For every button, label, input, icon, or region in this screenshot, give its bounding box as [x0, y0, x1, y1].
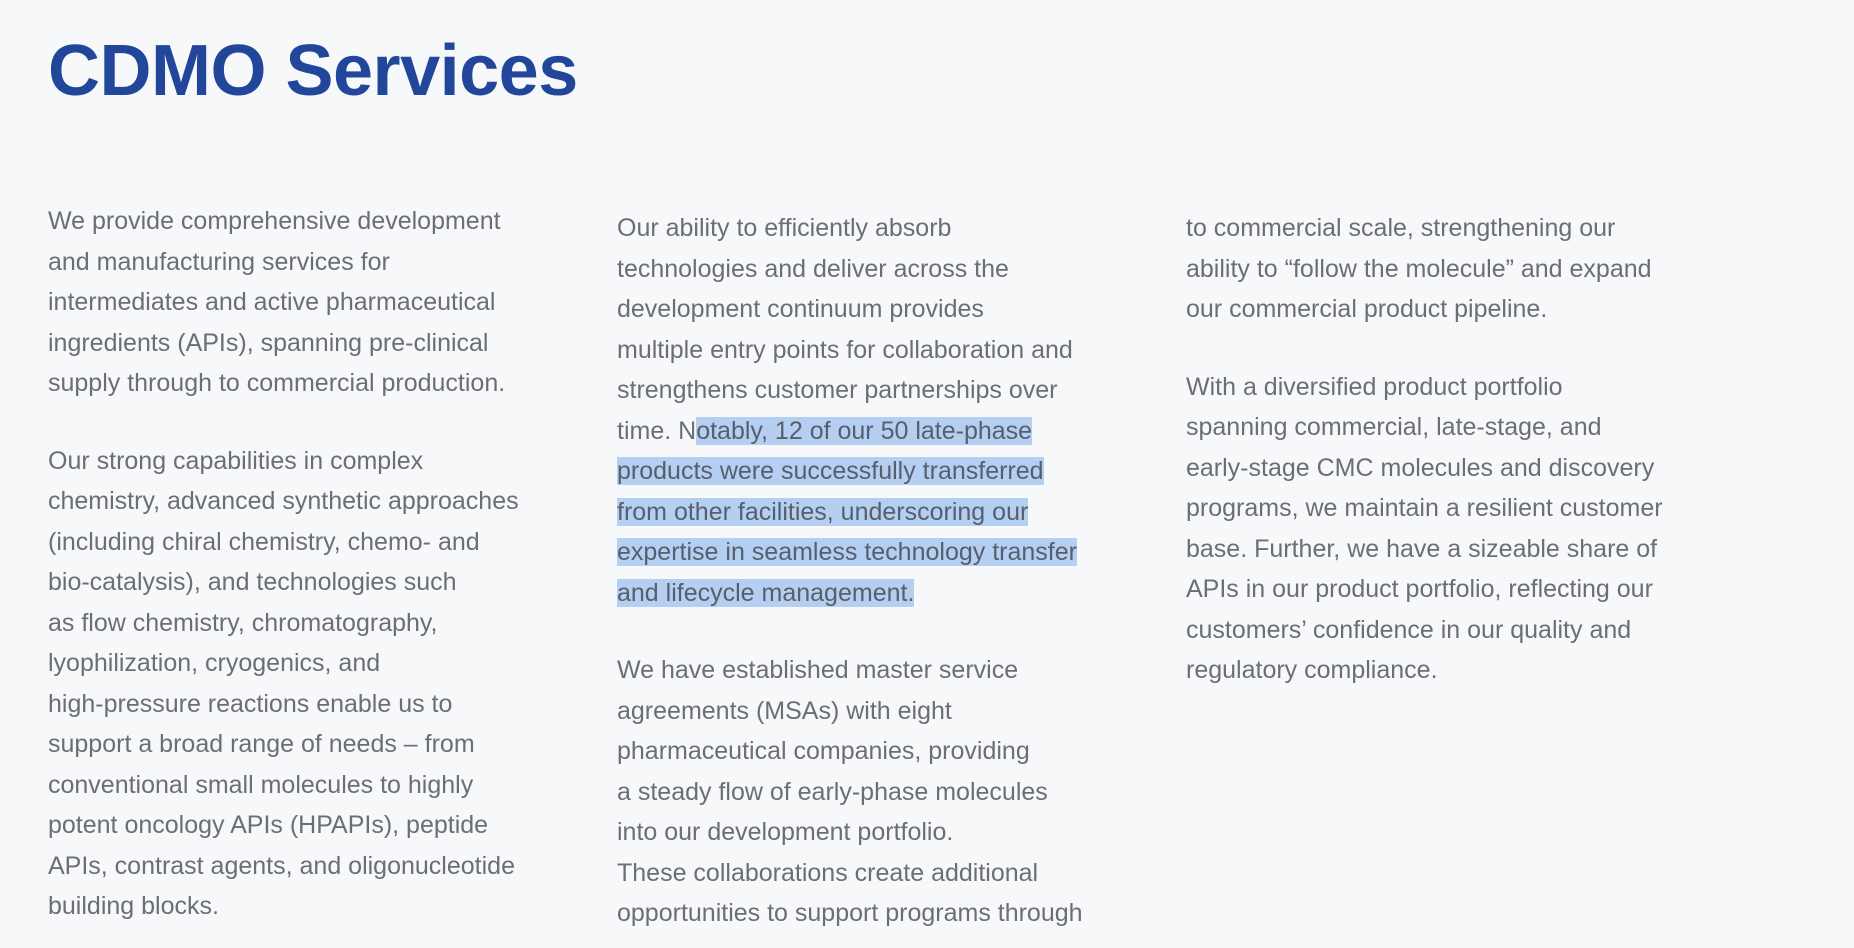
- text-line-partial-selection[interactable]: [617, 411, 1177, 452]
- text-line: early-stage CMC molecules and discovery: [1186, 453, 1655, 482]
- selected-text[interactable]: and lifecycle management.: [617, 578, 915, 607]
- text-line: base. Further, we have a sizeable share of: [1186, 534, 1658, 563]
- text-line: bio-catalysis), and technologies such: [48, 568, 457, 596]
- paragraph-technology-transfer: [617, 208, 1177, 613]
- text-line: strengthens customer partnerships over: [617, 376, 1058, 404]
- text-line: We provide comprehensive development: [48, 207, 501, 235]
- selected-text-line[interactable]: [617, 492, 1177, 533]
- text-line: APIs, contrast agents, and oligonucleotide: [48, 851, 515, 880]
- text-line: opportunities to support programs through: [617, 899, 1083, 927]
- selected-text-line[interactable]: [617, 573, 1177, 614]
- paragraph-services-overview: [48, 201, 608, 404]
- page-title: CDMO Services: [48, 31, 578, 111]
- selected-text[interactable]: from other facilities, underscoring our: [617, 497, 1029, 526]
- selected-text[interactable]: otably, 12 of our 50 late-phase: [696, 416, 1033, 445]
- text-line: spanning commercial, late-stage, and: [1186, 413, 1602, 441]
- text-line: a steady flow of early-phase molecules: [617, 777, 1048, 806]
- text-line: high-pressure reactions enable us to: [48, 689, 453, 718]
- text-line: potent oncology APIs (HPAPIs), peptide: [48, 811, 489, 839]
- text-line: lyophilization, cryogenics, and: [48, 649, 381, 677]
- text-line: as flow chemistry, chromatography,: [48, 608, 438, 637]
- text-line: building blocks.: [48, 892, 219, 920]
- text-line: APIs in our product portfolio, reflecting our: [1186, 575, 1653, 603]
- text-column-right: [1186, 208, 1746, 691]
- selected-text[interactable]: products were successfully transferred: [617, 457, 1044, 485]
- paragraph-msas: [617, 650, 1177, 934]
- text-line: programs, we maintain a resilient customer: [1186, 494, 1663, 522]
- text-line: (including chiral chemistry, chemo- and: [48, 527, 480, 556]
- text-line: and manufacturing services for: [48, 247, 390, 276]
- paragraph-commercial-scale: [1186, 208, 1746, 330]
- text-line-plain: time. N: [617, 416, 697, 445]
- selected-text-line[interactable]: [617, 451, 1177, 492]
- paragraph-portfolio: [1186, 367, 1746, 691]
- text-line: ability to “follow the molecule” and expand: [1186, 254, 1652, 283]
- text-line: to commercial scale, strengthening our: [1186, 214, 1616, 242]
- text-line: Our strong capabilities in complex: [48, 446, 424, 475]
- text-line: multiple entry points for collaboration and: [617, 335, 1073, 364]
- text-line: regulatory compliance.: [1186, 656, 1438, 684]
- text-line: agreements (MSAs) with eight: [617, 696, 952, 725]
- text-line: supply through to commercial production.: [48, 369, 506, 397]
- text-line: With a diversified product portfolio: [1186, 372, 1563, 401]
- text-line: pharmaceutical companies, providing: [617, 737, 1030, 765]
- text-line: into our development portfolio.: [617, 818, 954, 846]
- text-line: support a broad range of needs – from: [48, 730, 475, 758]
- text-line: technologies and deliver across the: [617, 254, 1009, 283]
- text-line: intermediates and active pharmaceutical: [48, 288, 496, 316]
- selected-text-line[interactable]: [617, 532, 1177, 573]
- text-column-left: [48, 201, 608, 927]
- text-line: Our ability to efficiently absorb: [617, 214, 952, 242]
- text-line: ingredients (APIs), spanning pre-clinical: [48, 328, 489, 357]
- text-line: We have established master service: [617, 656, 1019, 684]
- text-line: These collaborations create additional: [617, 858, 1039, 887]
- text-line: customers’ confidence in our quality and: [1186, 615, 1632, 644]
- text-column-middle: [617, 208, 1177, 934]
- selected-text[interactable]: expertise in seamless technology transfer: [617, 538, 1077, 566]
- text-line: chemistry, advanced synthetic approaches: [48, 487, 519, 515]
- text-line: conventional small molecules to highly: [48, 770, 474, 799]
- text-line: development continuum provides: [617, 295, 984, 323]
- text-line: our commercial product pipeline.: [1186, 295, 1548, 323]
- paragraph-capabilities: [48, 441, 608, 927]
